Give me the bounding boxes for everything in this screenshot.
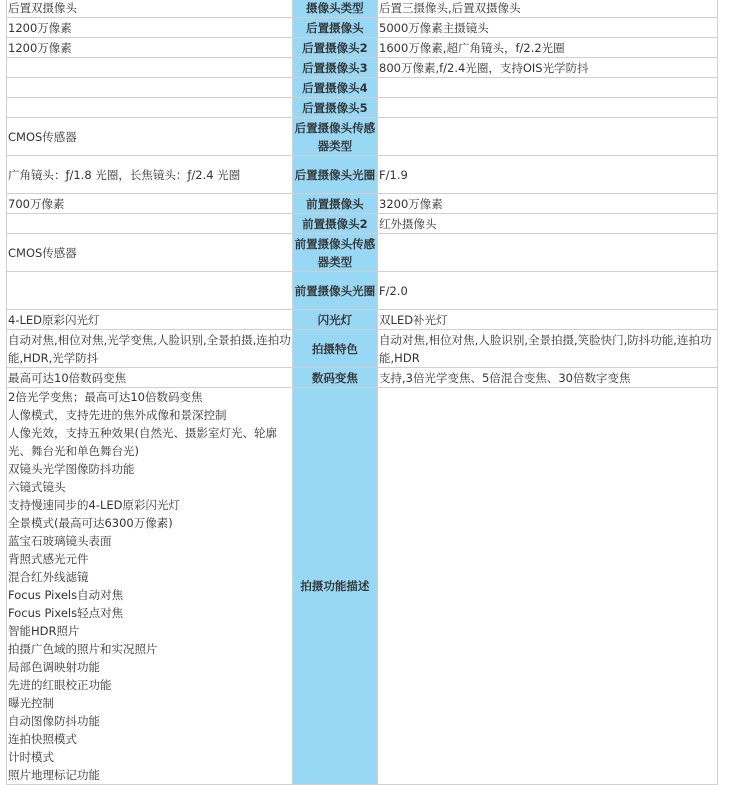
spec-label: 后置摄像头光圈 bbox=[292, 156, 377, 194]
spec-value-left: 广角镜头：ƒ/1.8 光圈，长焦镜头：ƒ/2.4 光圈 bbox=[7, 156, 293, 194]
spec-row bbox=[7, 78, 718, 98]
spec-value-right: 双LED补光灯 bbox=[378, 310, 718, 330]
description-line: 全景模式(最高可达6300万像素) bbox=[8, 516, 173, 530]
description-line: Focus Pixels自动对焦 bbox=[8, 588, 124, 602]
spec-label: 闪光灯 bbox=[292, 310, 377, 330]
spec-value-left: 1200万像素 bbox=[7, 18, 293, 38]
spec-value-right: F/1.9 bbox=[378, 156, 718, 194]
description-line: 背照式感光元件 bbox=[8, 552, 89, 566]
spec-row bbox=[7, 194, 718, 214]
spec-row bbox=[7, 234, 718, 272]
description-list bbox=[7, 388, 293, 785]
spec-value-left bbox=[7, 78, 293, 98]
spec-label: 后置摄像头4 bbox=[292, 78, 377, 98]
description-line: 拍摄广色域的照片和实况照片 bbox=[8, 642, 158, 656]
description-line: 连拍快照模式 bbox=[8, 732, 77, 746]
description-line: 支持慢速同步的4-LED原彩闪光灯 bbox=[8, 498, 180, 512]
spec-value-right: F/2.0 bbox=[378, 272, 718, 310]
spec-value-right: 自动对焦,相位对焦,人脸识别,全景拍摄,笑脸快门,防抖功能,连拍功能,HDR bbox=[378, 330, 718, 368]
spec-value-right: 红外摄像头 bbox=[378, 214, 718, 234]
spec-row bbox=[7, 0, 718, 18]
spec-value-left: 后置双摄像头 bbox=[7, 0, 293, 18]
spec-label: 前置摄像头光圈 bbox=[292, 272, 377, 310]
description-line: 双镜头光学图像防抖功能 bbox=[8, 462, 135, 476]
spec-label: 摄像头类型 bbox=[292, 0, 377, 18]
spec-label: 前置摄像头 bbox=[292, 194, 377, 214]
spec-label-description: 拍摄功能描述 bbox=[292, 388, 377, 785]
spec-label: 后置摄像头传感器类型 bbox=[292, 118, 377, 156]
spec-row bbox=[7, 118, 718, 156]
spec-row bbox=[7, 330, 718, 368]
spec-value-left bbox=[7, 58, 293, 78]
spec-row bbox=[7, 38, 718, 58]
spec-row bbox=[7, 98, 718, 118]
description-line: 智能HDR照片 bbox=[8, 624, 80, 638]
spec-value-left: 4-LED原彩闪光灯 bbox=[7, 310, 293, 330]
spec-value-left bbox=[7, 214, 293, 234]
spec-value-left: 700万像素 bbox=[7, 194, 293, 214]
spec-label: 后置摄像头3 bbox=[292, 58, 377, 78]
spec-value-right: 支持,3倍光学变焦、5倍混合变焦、30倍数字变焦 bbox=[378, 368, 718, 388]
spec-row bbox=[7, 18, 718, 38]
spec-label: 数码变焦 bbox=[292, 368, 377, 388]
description-line: 自动图像防抖功能 bbox=[8, 714, 100, 728]
spec-label: 拍摄特色 bbox=[292, 330, 377, 368]
spec-value-left: CMOS传感器 bbox=[7, 118, 293, 156]
description-line: 2倍光学变焦；最高可达10倍数码变焦 bbox=[8, 390, 203, 404]
spec-value-left: 自动对焦,相位对焦,光学变焦,人脸识别,全景拍摄,连拍功能,HDR,光学防抖 bbox=[7, 330, 293, 368]
spec-label: 前置摄像头2 bbox=[292, 214, 377, 234]
spec-label: 前置摄像头传感器类型 bbox=[292, 234, 377, 272]
camera-spec-table bbox=[6, 0, 718, 785]
spec-value-right bbox=[378, 118, 718, 156]
description-line: 六镜式镜头 bbox=[8, 480, 66, 494]
spec-row-description bbox=[7, 388, 718, 785]
spec-row bbox=[7, 214, 718, 234]
spec-value-left bbox=[7, 98, 293, 118]
spec-value-right: 800万像素,f/2.4光圈，支持OIS光学防抖 bbox=[378, 58, 718, 78]
spec-value-right bbox=[378, 78, 718, 98]
spec-label: 后置摄像头5 bbox=[292, 98, 377, 118]
spec-value-left: CMOS传感器 bbox=[7, 234, 293, 272]
description-line: 曝光控制 bbox=[8, 696, 54, 710]
spec-value-right bbox=[378, 98, 718, 118]
spec-value-left: 1200万像素 bbox=[7, 38, 293, 58]
description-line: 人像模式，支持先进的焦外成像和景深控制 bbox=[8, 408, 227, 422]
description-line: Focus Pixels轻点对焦 bbox=[8, 606, 124, 620]
spec-label: 后置摄像头 bbox=[292, 18, 377, 38]
spec-row bbox=[7, 368, 718, 388]
description-line: 蓝宝石玻璃镜头表面 bbox=[8, 534, 112, 548]
spec-value-right: 5000万像素主摄镜头 bbox=[378, 18, 718, 38]
spec-row bbox=[7, 272, 718, 310]
spec-value-right bbox=[378, 234, 718, 272]
spec-row bbox=[7, 156, 718, 194]
spec-label: 后置摄像头2 bbox=[292, 38, 377, 58]
spec-row bbox=[7, 58, 718, 78]
description-line: 局部色调映射功能 bbox=[8, 660, 100, 674]
spec-value-left bbox=[7, 272, 293, 310]
description-line: 人像光效，支持五种效果(自然光、摄影室灯光、轮廓光、舞台光和单色舞台光) bbox=[8, 426, 277, 458]
description-line: 计时模式 bbox=[8, 750, 54, 764]
spec-value-right: 后置三摄像头,后置双摄像头 bbox=[378, 0, 718, 18]
spec-value-right: 1600万像素,超广角镜头，f/2.2光圈 bbox=[378, 38, 718, 58]
description-line: 混合红外线滤镜 bbox=[8, 570, 89, 584]
spec-row bbox=[7, 310, 718, 330]
description-line: 先进的红眼校正功能 bbox=[8, 678, 112, 692]
description-line: 照片地理标记功能 bbox=[8, 768, 100, 782]
spec-value-right: 3200万像素 bbox=[378, 194, 718, 214]
description-right bbox=[378, 388, 718, 785]
spec-value-left: 最高可达10倍数码变焦 bbox=[7, 368, 293, 388]
